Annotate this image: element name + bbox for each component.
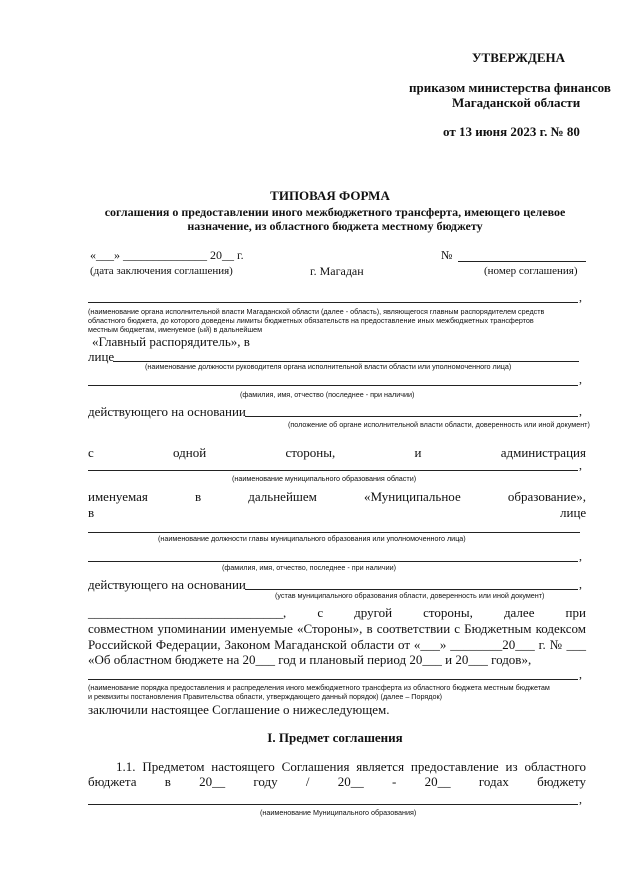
concluded-text: заключили настоящее Соглашение о нижеследующем.	[88, 702, 390, 717]
caption-position: (наименование должности руководителя органа исполнительной власти области или уполномоченного лица)	[145, 362, 512, 371]
named-row: именуемая в дальнейшем «Муниципальное образование»,	[88, 489, 586, 504]
number-caption: (номер соглашения)	[484, 265, 578, 277]
caption-basis-2: (устав муниципального образования области, доверенность или иной документ)	[275, 591, 545, 600]
in-label: в	[88, 505, 95, 520]
agreement-number-line	[458, 261, 586, 262]
head-position-line	[88, 532, 580, 533]
caption-head-position: (наименование должности главы муниципального образования или уполномоченного лица)	[158, 534, 466, 543]
face-label: лице	[88, 349, 115, 364]
caption-basis-1: (положение об органе исполнительной власти области, доверенность или иной документ)	[288, 420, 590, 429]
section-1-title: I. Предмет соглашения	[267, 730, 403, 745]
form-subtitle-line2: назначение, из областного бюджета местному бюджету	[187, 219, 483, 233]
authority-line	[88, 302, 578, 303]
caption-order-2: и реквизиты постановления Правительства области, утверждающего данный порядок) (далее – Порядок)	[88, 692, 443, 701]
main-distributor-text: «Главный распорядитель», в	[92, 334, 250, 349]
clause-1-1-row1: 1.1. Предметом настоящего Соглашения является предоставление из областного	[116, 759, 586, 774]
face-label-2: лице	[560, 505, 587, 520]
city-label: г. Магадан	[310, 264, 364, 278]
basis-line-1	[245, 416, 578, 417]
one-side-row: с одной стороны, и администрация	[88, 445, 586, 460]
acting-basis-1: действующего на основании	[88, 404, 246, 419]
acting-basis-2: действующего на основании	[88, 577, 246, 592]
fio-line-1	[88, 385, 578, 386]
caption-authority-1: (наименование органа исполнительной власти Магаданской области (далее - область), являющегося главным распорядителем средств	[88, 307, 545, 316]
form-title: ТИПОВАЯ ФОРМА	[270, 188, 390, 203]
caption-fio-2: (фамилия, имя, отчество, последнее - при наличии)	[222, 563, 396, 572]
basis-line-2	[245, 589, 578, 590]
form-subtitle-line1: соглашения о предоставлении иного межбюджетного трансферта, имеющего целевое	[104, 205, 566, 219]
order-line	[88, 679, 578, 680]
approval-order-line2: Магаданской области	[452, 95, 581, 110]
other-side-row: ______________________________, с другой стороны, далее при	[88, 605, 586, 620]
para-line-3: Российской Федерации, Законом Магаданской области от «___» ________20___ г. № ___	[88, 637, 586, 652]
caption-authority-3: местным бюджетам, именуемое (ый) в дальнейшем	[88, 325, 263, 334]
approval-date-number: от 13 июня 2023 г. № 80	[443, 124, 580, 139]
para-line-2: совместном упоминании именуемые «Стороны», в соответствии с Бюджетным кодексом	[88, 621, 586, 636]
approval-heading: УТВЕРЖДЕНА	[472, 50, 566, 65]
caption-municipality-2: (наименование Муниципального образования)	[260, 808, 417, 817]
municipality-line	[88, 470, 578, 471]
clause-1-1-row2: бюджета в 20__ году / 20__ - 20__ годах бюджету	[88, 774, 586, 789]
fio-line-2	[88, 561, 578, 562]
caption-municipality: (наименование муниципального образования области)	[232, 474, 417, 483]
caption-fio-1: (фамилия, имя, отчество (последнее - при наличии)	[240, 390, 415, 399]
approval-order-line1: приказом министерства финансов	[409, 80, 611, 95]
caption-authority-2: областного бюджета, до которого доведены лимиты бюджетных обязательств на предоставление иных межбюджетных трансфертов	[88, 316, 534, 325]
municipality-line-2	[88, 804, 578, 805]
date-caption: (дата заключения соглашения)	[90, 265, 233, 277]
caption-order-1: (наименование порядка предоставления и распределения иного межбюджетного трансферта из областного бюджета местным бюджетам	[88, 683, 550, 692]
para-line-4: «Об областном бюджете на 20___ год и плановый период 20___ и 20___ годов»,	[88, 652, 532, 667]
agreement-date-field: «___» ______________ 20__ г.	[90, 248, 244, 262]
number-sign: №	[441, 248, 453, 262]
